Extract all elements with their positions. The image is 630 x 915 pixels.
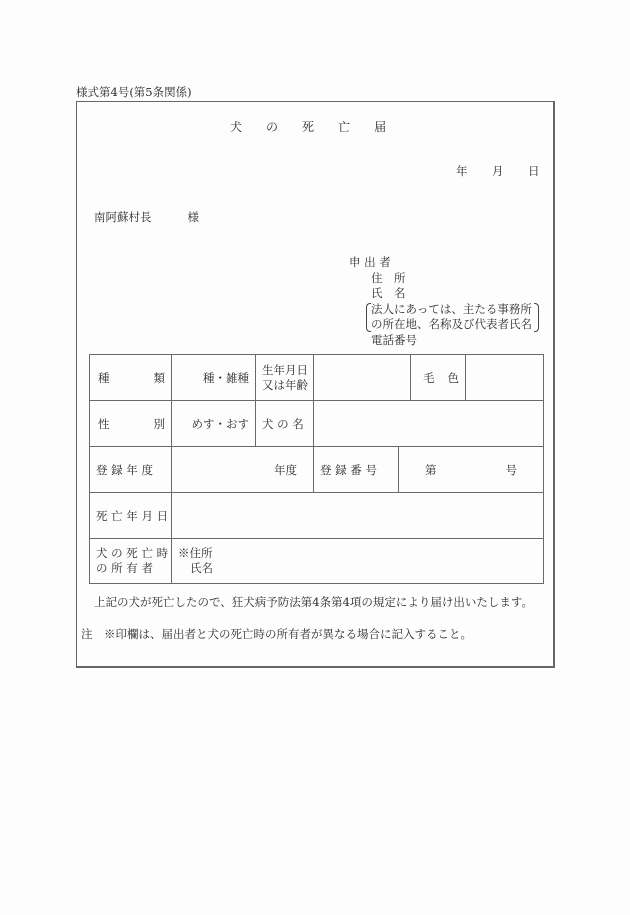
corporate-note (367, 302, 536, 333)
addressee-honorific: 様 (187, 210, 199, 224)
form-number: 様式第4号(第5条関係) (76, 85, 192, 99)
owner-name-label: 氏名 (190, 561, 213, 575)
death-date-label: 死 亡 年 月 日 (96, 508, 169, 523)
owner-label (90, 539, 171, 583)
applicant-name-field[interactable]: 氏 名 (371, 286, 406, 300)
label-line: 又は年齢 (262, 377, 308, 392)
registration-year-label: 登 録 年 度 (96, 462, 153, 477)
month-label: 月 (492, 164, 504, 178)
owner-field[interactable] (172, 539, 543, 583)
day-label: 日 (528, 164, 540, 178)
applicant-phone-field[interactable]: 電話番号 (371, 332, 417, 347)
color-value-field[interactable] (466, 355, 543, 400)
title-char: 届 (374, 120, 387, 134)
label-char: 毛 (423, 370, 435, 385)
title-char: 死 (302, 120, 315, 134)
applicant-heading: 申 出 者 (349, 255, 391, 269)
color-label (411, 355, 465, 400)
dog-name-label: 犬 の 名 (262, 416, 304, 431)
death-date-field[interactable] (172, 493, 543, 538)
sex-value-field[interactable]: めす・おす (191, 416, 249, 431)
dog-name-field[interactable] (314, 401, 543, 446)
dog-info-table (89, 354, 544, 584)
reg-no-prefix: 第 (425, 462, 437, 477)
label-char: 種 (98, 370, 110, 385)
kind-label (90, 355, 171, 400)
kind-value-field[interactable]: 種・雑種 (203, 370, 249, 385)
title-char: 犬 (230, 120, 243, 134)
applicant-address-field[interactable]: 住 所 (371, 270, 406, 285)
year-label: 年 (456, 164, 468, 178)
reg-no-suffix: 号 (505, 462, 517, 477)
title-char: の (266, 120, 279, 134)
label-char: 類 (153, 370, 165, 385)
corporate-note-line: の所在地、名称及び代表者氏名 (371, 317, 532, 331)
label-char: 色 (447, 370, 459, 385)
registration-number-field[interactable] (399, 447, 543, 492)
addressee-name: 南阿蘇村長 (94, 210, 152, 224)
label-line: 犬 の 死 亡 時 (96, 546, 169, 560)
declaration-text: 上記の犬が死亡したので、狂犬病予防法第4条第4項の規定により届け出いたします。 (94, 595, 533, 609)
registration-number-label: 登 録 番 号 (320, 462, 377, 477)
birth-value-field[interactable] (314, 355, 410, 400)
label-line: の 所 有 者 (96, 561, 153, 575)
birth-label (256, 355, 313, 400)
corporate-note-line: 法人にあっては、主たる事務所 (371, 301, 532, 316)
note-text: 注 ※印欄は、届出者と犬の死亡時の所有者が異なる場合に記入すること。 (81, 627, 472, 641)
title-char: 亡 (338, 120, 351, 134)
label-char: 性 (98, 416, 110, 431)
label-line: 生年月日 (262, 362, 308, 377)
addressee (94, 209, 199, 225)
date-field[interactable] (456, 163, 540, 179)
label-char: 別 (153, 416, 165, 431)
form-title (230, 118, 410, 135)
sex-label (90, 401, 171, 446)
owner-address-label: ※住所 (178, 546, 213, 560)
applicant-block (349, 255, 536, 348)
registration-year-field[interactable]: 年度 (274, 462, 297, 477)
